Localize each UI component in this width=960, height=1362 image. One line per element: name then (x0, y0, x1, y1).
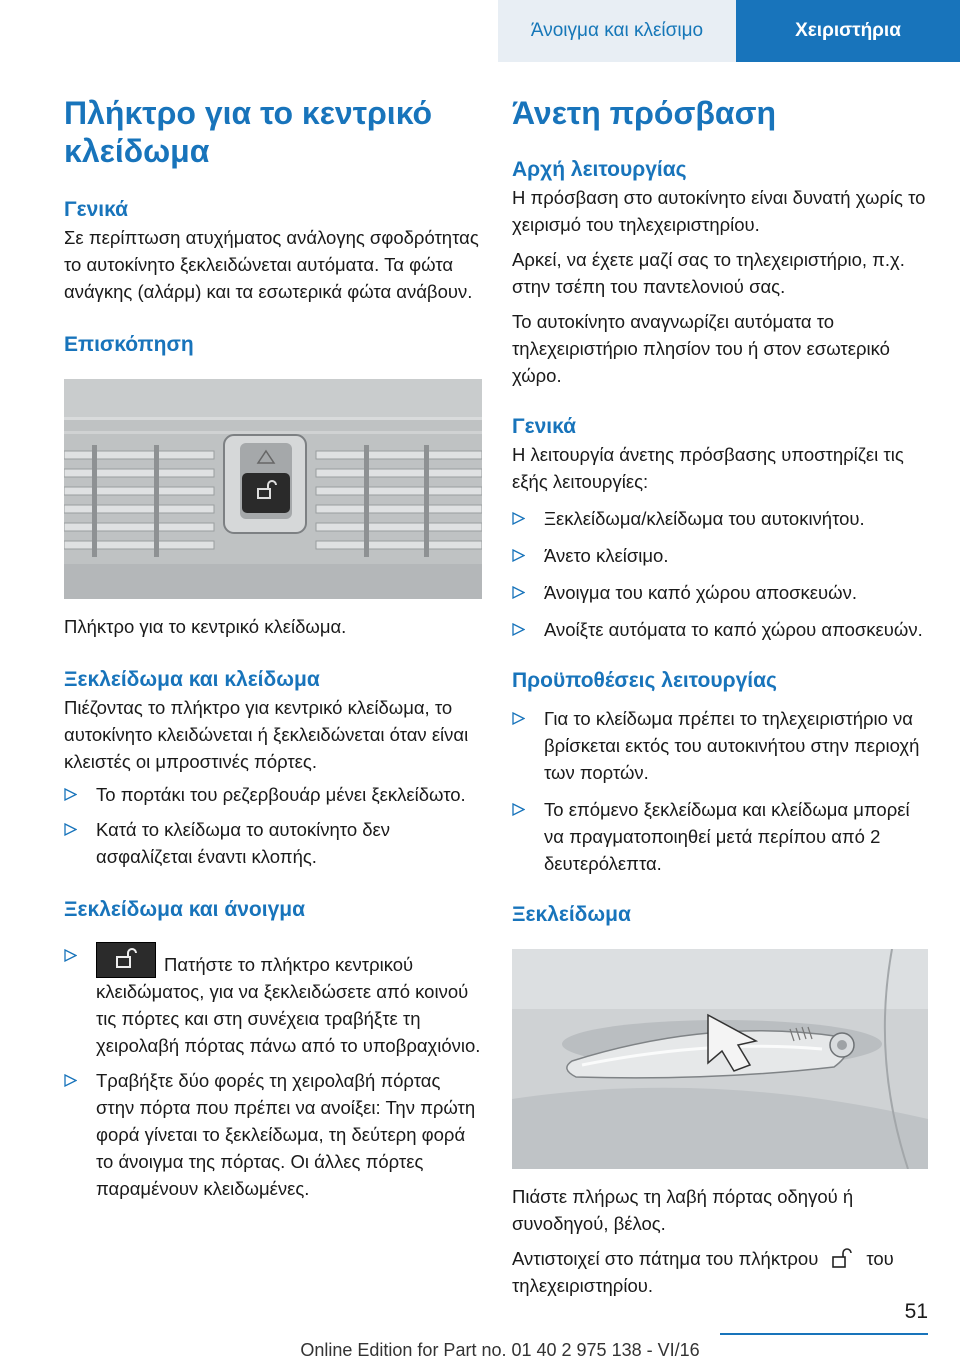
bullet-triangle-icon (64, 788, 77, 801)
list-item (64, 816, 482, 870)
unlock-key-icon (830, 1247, 854, 1269)
bullet-text: Πατήστε το πλήκτρο κεντρικού κλειδώματος, για να ξεκλειδώσετε από κοινού τις πόρτες και στη συνέχεια τραβήξτε τη χειρολαβή πόρτας πάνω από το υποβραχιόνιο. (96, 954, 481, 1056)
bullet-triangle-icon (512, 803, 525, 816)
list-item (512, 616, 928, 643)
bullet-text: Άνετο κλείσιμο. (544, 545, 669, 566)
list-item (64, 781, 482, 808)
list-item (64, 942, 482, 1059)
key-equivalent-paragraph (512, 1245, 928, 1299)
footer-rule (720, 1333, 928, 1335)
bullet-triangle-icon (64, 949, 77, 962)
general-right-paragraph: Η λειτουργία άνετης πρόσβασης υποστηρίζει τις εξής λειτουργίες: (512, 444, 904, 492)
unlock-lock-bullet-list (64, 781, 482, 870)
bullet-triangle-icon (512, 586, 525, 599)
bullet-text: Για το κλείδωμα πρέπει το τηλεχειριστήριο να βρίσκεται εκτός του αυτοκινήτου στην περιοχή των πορτών. (544, 708, 920, 783)
key-equivalent-text-end: του τηλεχειριστηρίου. (512, 1248, 894, 1296)
page-number: 51 (904, 1300, 928, 1323)
bullet-triangle-icon (512, 512, 525, 525)
heading-unlock-lock: Ξεκλείδωμα και κλείδωμα (64, 668, 320, 691)
bullet-triangle-icon (512, 712, 525, 725)
heading-overview: Επισκόπηση (64, 333, 194, 356)
heading-unlock-open: Ξεκλείδωμα και άνοιγμα (64, 898, 306, 921)
principle-paragraph-1: Η πρόσβαση στο αυτοκίνητο είναι δυνατή χωρίς το χειρισμό του τηλεχειριστηρίου. (512, 187, 926, 235)
list-item (512, 579, 928, 606)
bullet-text: Ξεκλείδωμα/κλείδωμα του αυτοκινήτου. (544, 508, 865, 529)
left-column (64, 94, 482, 1202)
unlock-open-bullet-list (64, 942, 482, 1202)
page-header (0, 0, 960, 62)
right-column (512, 94, 928, 1299)
bullet-triangle-icon (512, 623, 525, 636)
heading-general: Γενικά (64, 198, 129, 221)
bullet-text: Το πορτάκι του ρεζερβουάρ μένει ξεκλείδωτο. (96, 784, 466, 805)
principle-paragraph-3: Το αυτοκίνητο αναγνωρίζει αυτόματα το τηλεχειριστήριο πλησίον του ή στον εσωτερικό χώρο. (512, 311, 890, 386)
figure-caption: Πλήκτρο για το κεντρικό κλείδωμα. (64, 616, 347, 637)
bullet-triangle-icon (64, 1074, 77, 1087)
list-item (512, 505, 928, 532)
bullet-triangle-icon (64, 823, 77, 836)
heading-unlocking: Ξεκλείδωμα (512, 903, 631, 926)
list-item (512, 542, 928, 569)
heading-principle: Αρχή λειτουργίας (512, 158, 687, 181)
central-lock-button-photo (64, 379, 482, 599)
bullet-text: Το επόμενο ξεκλείδωμα και κλείδωμα μπορεί να πραγματοποιηθεί μετά περίπου από 2 δευτερόλεπτα. (544, 799, 910, 874)
footer-edition: Online Edition for Part no. 01 40 2 975 138 - VI/16 (300, 1340, 700, 1360)
prerequisites-bullet-list (512, 705, 928, 877)
principle-paragraph-2: Αρκεί, να έχετε μαζί σας το τηλεχειριστήριο, π.χ. στην τσέπη του παντελονιού σας. (512, 249, 905, 297)
central-lock-key-icon (96, 942, 156, 978)
bullet-text: Ανοίξτε αυτόματα το καπό χώρου αποσκευών. (544, 619, 923, 640)
door-handle-photo (512, 949, 928, 1169)
key-equivalent-text-start: Αντιστοιχεί στο πάτημα του πλήκτρου (512, 1248, 819, 1269)
list-item (512, 705, 928, 786)
unlock-lock-paragraph: Πιέζοντας το πλήκτρο για κεντρικό κλείδωμα, το αυτοκίνητο κλειδώνεται ή ξεκλειδώνεται όταν είναι κλειστές οι μπροστινές πόρτες. (64, 697, 469, 772)
section-title-central-locking: Πλήκτρο για το κεντρικό κλείδωμα (64, 95, 433, 169)
bullet-text: Τραβήξτε δύο φορές τη χειρολαβή πόρτας στην πόρτα που πρέπει να ανοίξει: Την πρώτη φορά γίνεται το ξεκλείδωμα, τη δεύτερη φορά το άνοιγμα της πόρτας. Οι άλλες πόρτες παραμένουν κλειδωμένες. (96, 1070, 476, 1199)
central-lock-button-illustration (64, 379, 482, 599)
bullet-triangle-icon (512, 549, 525, 562)
list-item (64, 1067, 482, 1202)
list-item (512, 796, 928, 877)
heading-prerequisites: Προϋποθέσεις λειτουργίας (512, 669, 777, 692)
bullet-text: Άνοιγμα του καπό χώρου αποσκευών. (544, 582, 857, 603)
functions-bullet-list (512, 505, 928, 643)
door-handle-illustration (512, 949, 928, 1169)
header-chapter-title: Χειριστήρια (736, 0, 960, 62)
heading-general-right: Γενικά (512, 415, 577, 438)
handle-caption: Πιάστε πλήρως τη λαβή πόρτας οδηγού ή συνοδηγού, βέλος. (512, 1186, 854, 1234)
bullet-text: Κατά το κλείδωμα το αυτοκίνητο δεν ασφαλίζεται έναντι κλοπής. (96, 819, 391, 867)
general-paragraph: Σε περίπτωση ατυχήματος ανάλογης σφοδρότητας το αυτοκίνητο ξεκλειδώνεται αυτόματα. Τα φώτα ανάγκης (αλάρμ) και τα εσωτερικά φώτα ανάβουν. (64, 227, 479, 302)
header-section-title: Άνοιγμα και κλείσιμο (498, 0, 736, 62)
section-title-comfort-access: Άνετη πρόσβαση (512, 95, 776, 131)
